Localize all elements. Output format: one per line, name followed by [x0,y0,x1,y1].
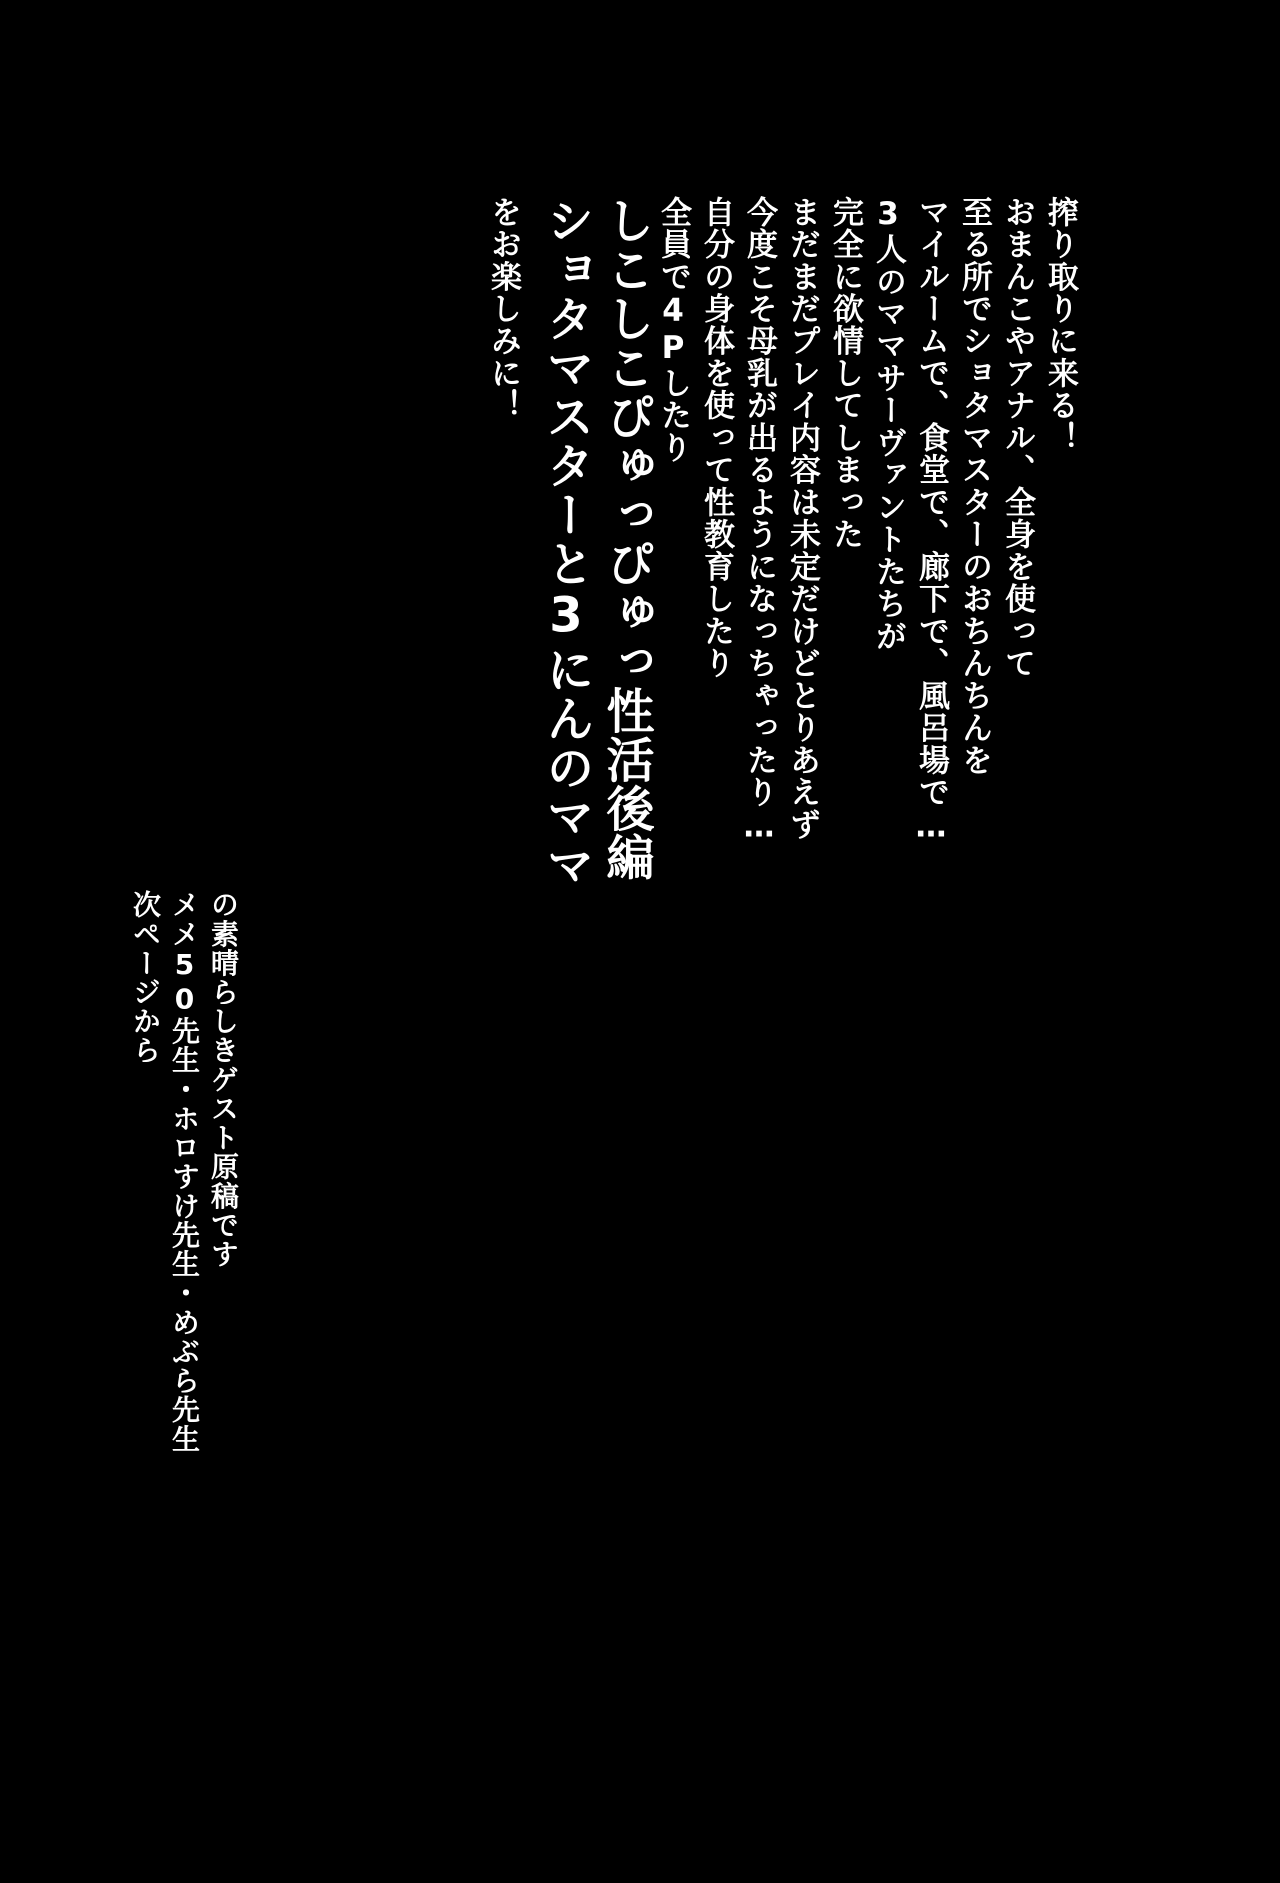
body-line: 搾り取りに来る！ [1042,196,1078,454]
body-line: 3人のママサーヴァントたちが [870,196,906,653]
body-line: マイルームで、食堂で、廊下で、風呂場で… [913,196,949,846]
body-line: 全員で4Pしたり [655,196,691,464]
body-line: おまんこやアナル、全身を使って [999,196,1035,680]
body-line: まだまだプレイ内容は未定だけどとりあえず [784,196,820,841]
closing-line: をお楽しみに！ [485,196,521,422]
credit-line: メメ50先生・ホロすけ先生・めぶら先生 [168,890,201,1454]
body-line: 至る所でショタマスターのおちんちんを [956,196,992,777]
body-line: 今度こそ母乳が出るようになっちゃったり… [741,196,777,846]
title-line: しこしこぴゅっぴゅっ性活後編 [598,196,654,882]
credit-line: の素晴らしきゲスト原稿です [207,890,240,1269]
credit-line: 次ページから [129,890,162,1065]
body-line: 完全に欲情してしまった [827,196,863,551]
body-line: 自分の身体を使って性教育したり [698,196,734,680]
title-line: ショタマスターと3にんのママ [538,196,594,890]
